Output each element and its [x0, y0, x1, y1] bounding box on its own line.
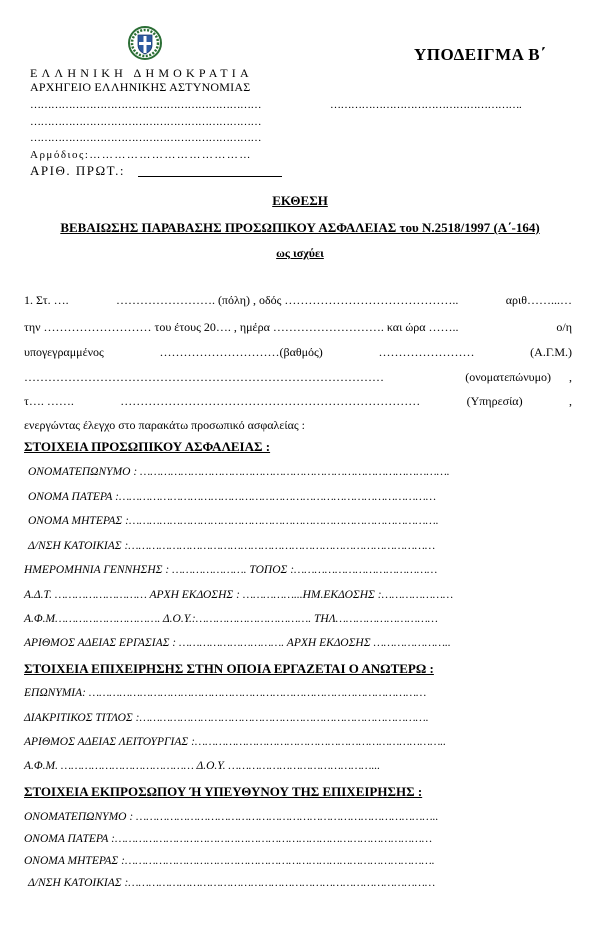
- header-dots-right: ……………………………………………….: [330, 99, 522, 111]
- report-validity: ως ισχύει: [276, 246, 324, 260]
- report-title: ΕΚΘΕΣΗ: [272, 193, 328, 208]
- field-address: Δ/ΝΣΗ ΚΑΤΟΙΚΙΑΣ :………………………………………………………………………………: [28, 540, 436, 552]
- field-operating-license: ΑΡΙΘΜΟΣ ΑΔΕΙΑΣ ΛΕΙΤΟΥΡΓΙΑΣ :………………………………………………………………..: [24, 736, 447, 748]
- header-dots-1: …………………………………………………………: [30, 99, 261, 111]
- protocol-number: ΑΡΙΘ. ΠΡΩΤ.:: [30, 163, 125, 178]
- hq-title: ΑΡΧΗΓΕΙΟ ΕΛΛΗΝΙΚΗΣ ΑΣΤΥΝΟΜΙΑΣ: [30, 80, 251, 94]
- field-rep-father-name: ΟΝΟΜΑ ΠΑΤΕΡΑ :…………………………………………………………………………………: [24, 833, 432, 845]
- field-birth-date-place: ΗΜΕΡΟΜΗΝΙΑ ΓΕΝΝΗΣΗΣ : …………………. ΤΟΠΟΣ :……………………………………: [24, 564, 438, 576]
- section-company-heading: ΣΤΟΙΧΕΙΑ ΕΠΙΧΕΙΡΗΣΗΣ ΣΤΗΝ ΟΠΟΙΑ ΕΡΓΑΖΕΤΑΙ Ο ΑΝΩΤΕΡΩ :: [24, 661, 434, 676]
- intro-row-1: 1. Στ. …. ……………………. (πόλη) , οδός …………………………………….. αριθ……...…: [24, 293, 572, 307]
- intro-row-3: υπογεγραμμένος …………………………(βαθμός) …………………… (Α.Γ.Μ.): [24, 345, 572, 359]
- intro-row-5: τ…. ……. ………………………………………………………………… (Υπηρεσία) ,: [24, 394, 572, 408]
- field-company-name: ΕΠΩΝΥΜΙΑ: ………………………………………………………………………………………: [24, 687, 427, 699]
- field-work-license: ΑΡΙΘΜΟΣ ΑΔΕΙΑΣ ΕΡΓΑΣΙΑΣ : …………………………. ΑΡΧΗ ΕΚΔΟΣΗΣ …………………..: [24, 637, 451, 649]
- field-rep-fullname: ΟΝΟΜΑΤΕΠΩΝΥΜΟ : ……………………………………………………………………………..: [24, 811, 439, 823]
- competent-officer: Αρμόδιος:…………………………………: [30, 149, 252, 161]
- field-trade-name: ΔΙΑΚΡΙΤΙΚΟΣ ΤΙΤΛΟΣ :………………………………………………………………………….: [24, 712, 429, 724]
- field-fullname: ΟΝΟΜΑΤΕΠΩΝΥΜΟ : ……………………………………………………………………………….: [28, 466, 450, 478]
- header-dots-2: …………………………………………………………: [30, 116, 261, 128]
- intro-row-2: την ……………………… του έτους 20…. , ημέρα ………………………. και ώρα …….. ο/η: [24, 320, 572, 334]
- section-security-staff-heading: ΣΤΟΙΧΕΙΑ ΠΡΟΣΩΠΙΚΟΥ ΑΣΦΑΛΕΙΑΣ :: [24, 439, 271, 454]
- section-representative-heading: ΣΤΟΙΧΕΙΑ ΕΚΠΡΟΣΩΠΟΥ Ή ΥΠΕΥΘΥΝΟΥ ΤΗΣ ΕΠΙΧΕΙΡΗΣΗΣ :: [24, 784, 423, 799]
- field-father-name: ΟΝΟΜΑ ΠΑΤΕΡΑ :…………………………………………………………………………………: [28, 491, 436, 503]
- republic-title: ΕΛΛΗΝΙΚΗ ΔΗΜΟΚΡΑΤΙΑ: [30, 66, 253, 80]
- sample-label: ΥΠΟΔΕΙΓΜΑ Β΄: [414, 45, 547, 64]
- field-tax-number: Α.Φ.Μ…………………………. Δ.Ο.Υ.:……………………………. ΤΗΛ…………………………: [24, 613, 438, 625]
- greek-emblem-icon: [128, 26, 162, 60]
- field-company-tax: Α.Φ.Μ. ………………………………… Δ.Ο.Υ. ……………………………………...: [24, 760, 381, 772]
- report-subtitle: ΒΕΒΑΙΩΣΗΣ ΠΑΡΑΒΑΣΗΣ ΠΡΟΣΩΠΙΚΟΥ ΑΣΦΑΛΕΙΑΣ του Ν.2518/1997 (Α΄-164): [60, 220, 540, 235]
- header-dots-3: …………………………………………………………: [30, 132, 261, 144]
- intro-row-6: ενεργώντας έλεγχο στο παρακάτω προσωπικό ασφαλείας :: [24, 418, 306, 432]
- field-rep-address: Δ/ΝΣΗ ΚΑΤΟΙΚΙΑΣ :………………………………………………………………………………: [28, 877, 436, 889]
- field-mother-name: ΟΝΟΜΑ ΜΗΤΕΡΑΣ :……………………………………………………………………………….: [28, 515, 439, 527]
- field-id-card: Α.Δ.Τ. ……………………… ΑΡΧΗ ΕΚΔΟΣΗΣ : ……………...ΗΜ.ΕΚΔΟΣΗΣ :…………………: [24, 589, 454, 601]
- protocol-line: [138, 176, 282, 177]
- intro-row-4: ……………………………………………………………………………… (ονοματεπώνυμο) ,: [24, 370, 572, 384]
- field-rep-mother-name: ΟΝΟΜΑ ΜΗΤΕΡΑΣ :……………………………………………………………………………….: [24, 855, 435, 867]
